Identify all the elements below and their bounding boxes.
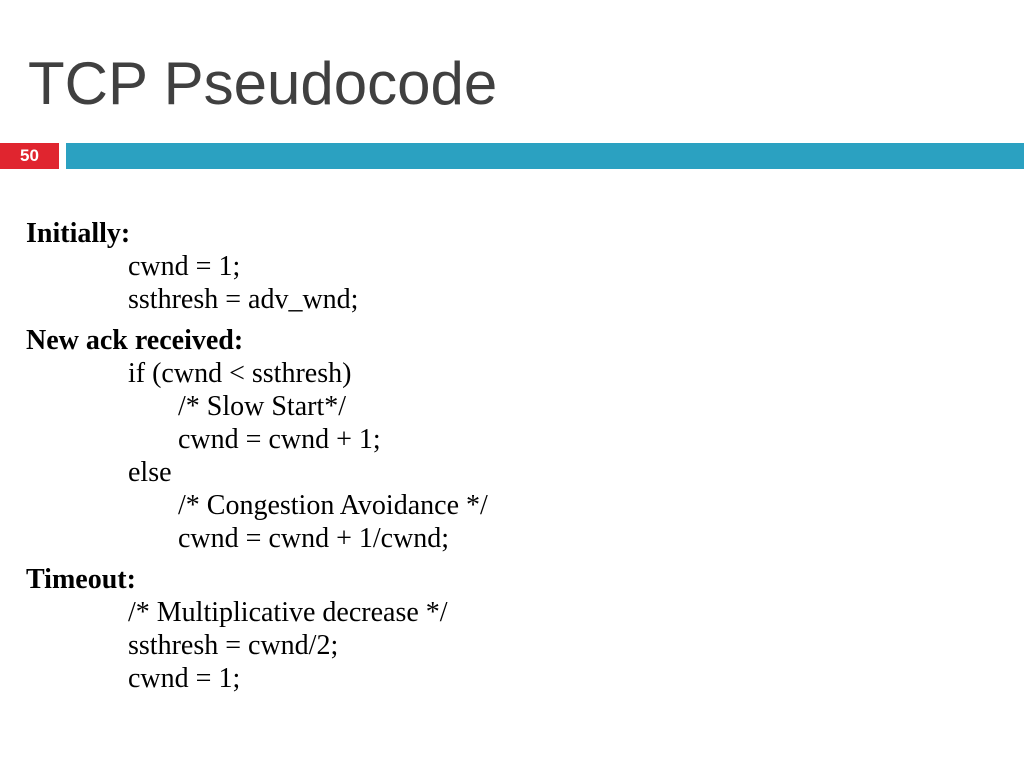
timeout-section	[26, 563, 986, 695]
if-condition-line: if (cwnd < ssthresh)	[128, 358, 352, 389]
slide-number-badge: 50	[0, 143, 59, 169]
else-line: else	[128, 457, 172, 488]
code-line: ssthresh = adv_wnd;	[128, 284, 359, 315]
title-underline-bar	[66, 143, 1024, 169]
congestion-avoidance-comment: /* Congestion Avoidance */	[178, 490, 488, 521]
new-ack-section	[26, 324, 986, 555]
pseudocode-block	[26, 217, 986, 703]
initially-section	[26, 217, 986, 316]
ssthresh-update: ssthresh = cwnd/2;	[128, 630, 339, 661]
timeout-heading: Timeout:	[26, 564, 136, 595]
initially-heading: Initially:	[26, 218, 131, 249]
slow-start-comment: /* Slow Start*/	[178, 391, 347, 422]
new-ack-heading: New ack received:	[26, 325, 244, 356]
cwnd-reset: cwnd = 1;	[128, 663, 241, 694]
congestion-avoidance-update: cwnd = cwnd + 1/cwnd;	[178, 523, 450, 554]
multiplicative-decrease-comment: /* Multiplicative decrease */	[128, 597, 448, 628]
code-line: cwnd = 1;	[128, 251, 241, 282]
slide-title: TCP Pseudocode	[28, 50, 498, 117]
slow-start-update: cwnd = cwnd + 1;	[178, 424, 381, 455]
